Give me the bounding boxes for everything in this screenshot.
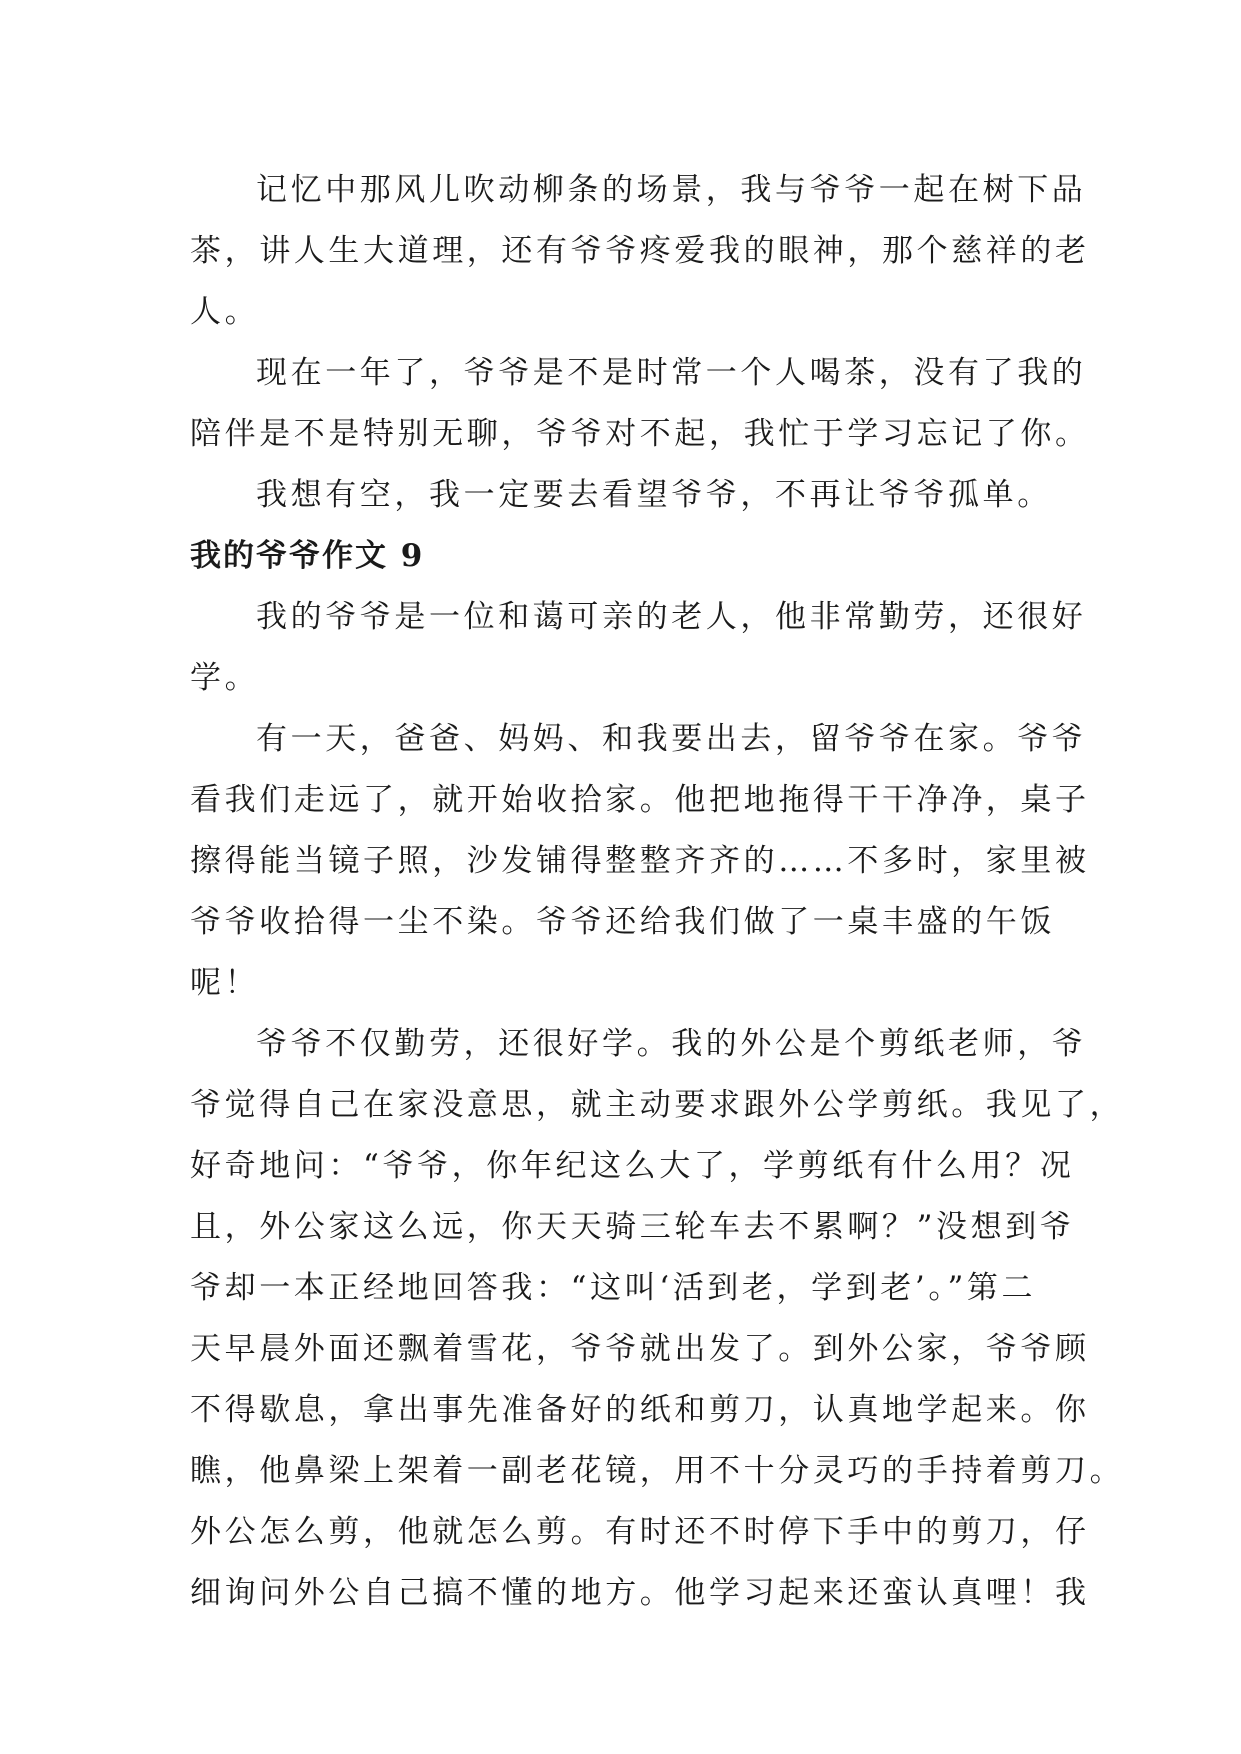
text-line: 天早晨外面还飘着雪花，爷爷就出发了。到外公家，爷爷顾: [190, 1331, 1090, 1367]
text-line: 爷觉得自己在家没意思，就主动要求跟外公学剪纸。我见了，: [190, 1087, 1125, 1123]
paragraph: [190, 465, 1058, 526]
text-line: 我想有空，我一定要去看望爷爷，不再让爷爷孤单。: [256, 477, 1052, 513]
text-line: 不得歇息，拿出事先准备好的纸和剪刀，认真地学起来。你: [190, 1392, 1090, 1428]
text-line: 爷爷不仅勤劳，还很好学。我的外公是个剪纸老师，爷: [256, 1026, 1087, 1062]
text-line: 瞧，他鼻梁上架着一副老花镜，用不十分灵巧的手持着剪刀。: [190, 1453, 1125, 1489]
text-line: 人。: [190, 294, 260, 330]
paragraph: [190, 587, 1087, 709]
text-line: 学。: [190, 660, 260, 696]
text-line: 且，外公家这么远，你天天骑三轮车去不累啊？”没想到爷: [190, 1209, 1075, 1245]
text-line: 呢！: [190, 965, 260, 1001]
text-line: 记忆中那风儿吹动柳条的场景，我与爷爷一起在树下品: [256, 172, 1087, 208]
text-line: 好奇地问：“爷爷，你年纪这么大了，学剪纸有什么用？况: [190, 1148, 1075, 1184]
section-heading: 我的爷爷作文 9: [190, 538, 425, 574]
text-line: 有一天，爸爸、妈妈、和我要出去，留爷爷在家。爷爷: [256, 721, 1087, 757]
text-line: 外公怎么剪，他就怎么剪。有时还不时停下手中的剪刀，仔: [190, 1514, 1090, 1550]
paragraph: [190, 160, 1090, 343]
text-line: 我的爷爷是一位和蔼可亲的老人，他非常勤劳，还很好: [256, 599, 1087, 635]
paragraph: [190, 709, 1090, 1014]
text-line: 擦得能当镜子照，沙发铺得整整齐齐的……不多时，家里被: [190, 843, 1090, 879]
text-line: 陪伴是不是特别无聊，爷爷对不起，我忙于学习忘记了你。: [190, 416, 1090, 452]
text-line: 现在一年了，爷爷是不是时常一个人喝茶，没有了我的: [256, 355, 1087, 391]
text-line: 看我们走远了，就开始收拾家。他把地拖得干干净净，桌子: [190, 782, 1090, 818]
paragraph: [190, 1014, 1125, 1624]
text-line: 细询问外公自己搞不懂的地方。他学习起来还蛮认真哩！我: [190, 1575, 1090, 1611]
document-page: [190, 160, 1125, 1624]
text-line: 茶，讲人生大道理，还有爷爷疼爱我的眼神，那个慈祥的老: [190, 233, 1090, 269]
text-line: 爷却一本正经地回答我：“这叫‘活到老，学到老’。”第二: [190, 1270, 1037, 1306]
text-line: 爷爷收拾得一尘不染。爷爷还给我们做了一桌丰盛的午饭: [190, 904, 1055, 940]
paragraph: [190, 343, 1090, 465]
